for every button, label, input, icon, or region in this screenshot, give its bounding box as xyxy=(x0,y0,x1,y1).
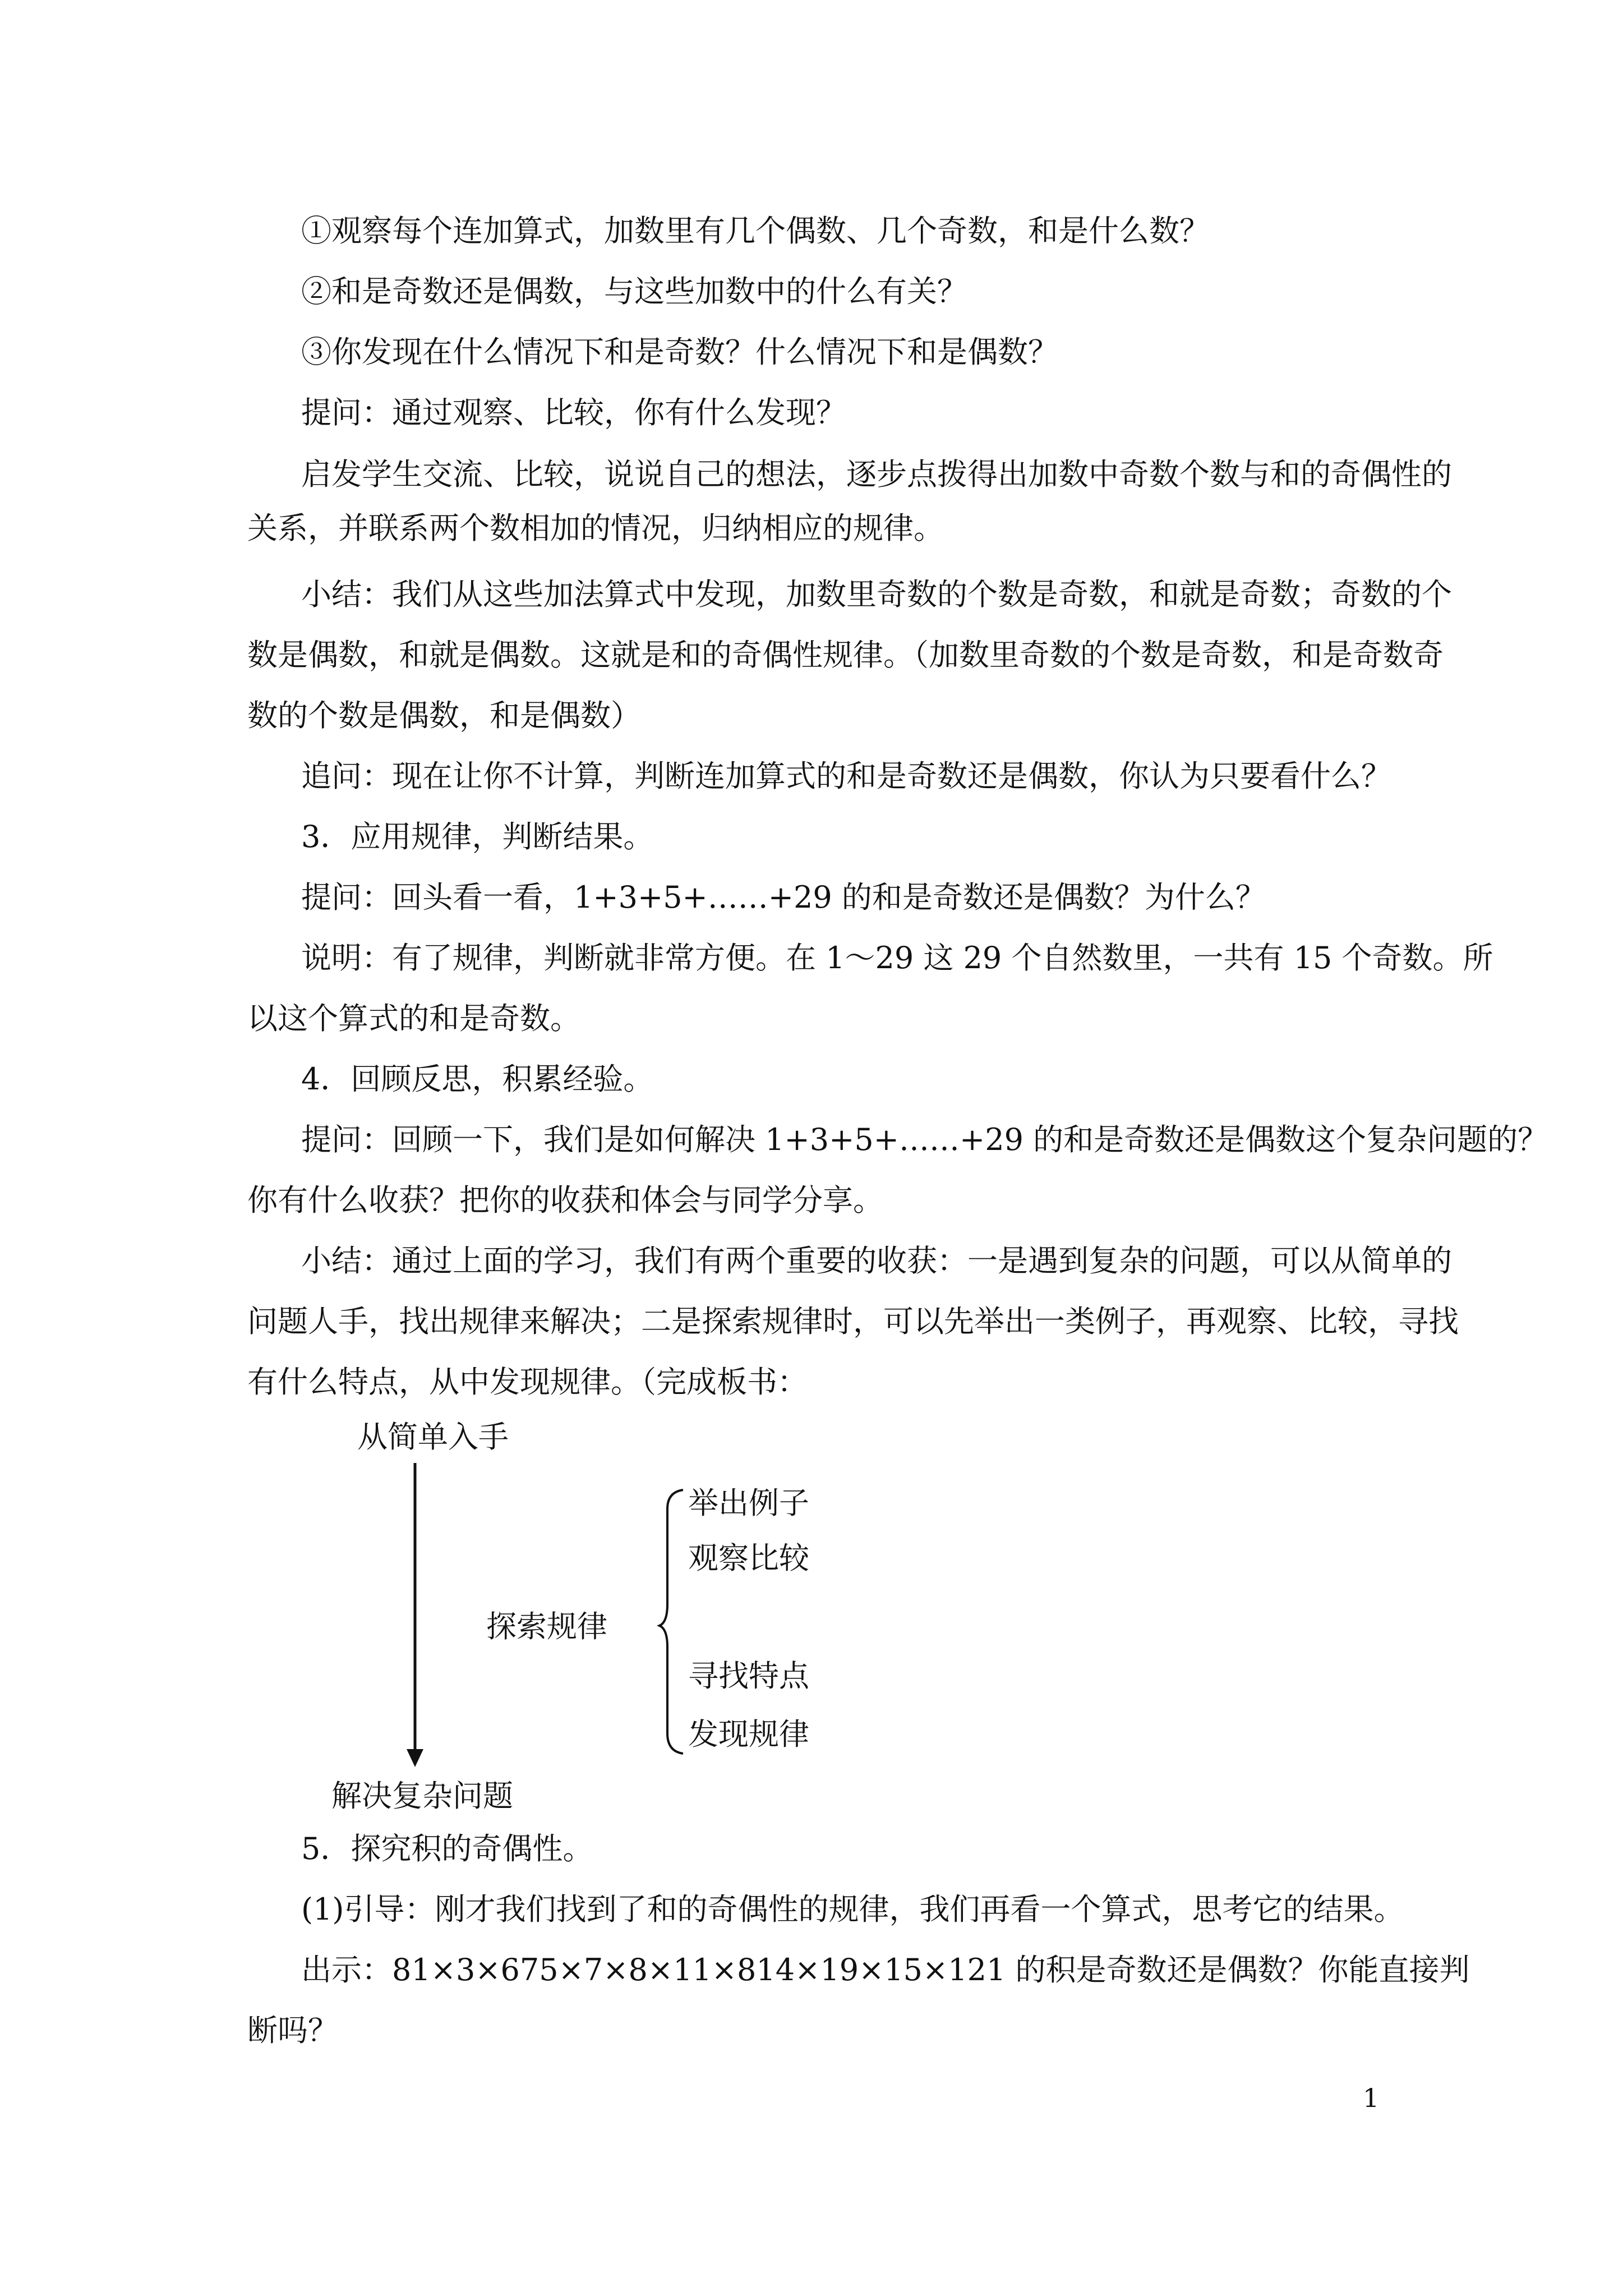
paragraph-line: 启发学生交流、比较，说说自己的想法，逐步点拨得出加数中奇数个数与和的奇偶性的 xyxy=(301,457,1452,492)
paragraph-line: ②和是奇数还是偶数，与这些加数中的什么有关？ xyxy=(301,274,967,309)
paragraph-line: 小结：我们从这些加法算式中发现，加数里奇数的个数是奇数，和就是奇数；奇数的个 xyxy=(301,577,1452,612)
paragraph-line: (1)引导：刚才我们找到了和的奇偶性的规律，我们再看一个算式，思考它的结果。 xyxy=(301,1892,1404,1927)
section-heading: 5．探究积的奇偶性。 xyxy=(301,1831,593,1866)
paragraph-line: 小结：通过上面的学习，我们有两个重要的收获：一是遇到复杂的问题，可以从简单的 xyxy=(301,1243,1452,1278)
diagram-bottom-label: 解决复杂问题 xyxy=(331,1778,513,1814)
paragraph-line: 提问：回顾一下，我们是如何解决 1+3+5+……+29 的和是奇数还是偶数这个复杂问题的？ xyxy=(301,1122,1548,1157)
paragraph-line: 以这个算式的和是奇数。 xyxy=(247,1001,580,1036)
diagram-branch-item: 观察比较 xyxy=(688,1540,809,1576)
paragraph-line: 说明：有了规律，判断就非常方便。在 1～29 这 29 个自然数里，一共有 15 个奇数。所 xyxy=(301,940,1493,976)
diagram-middle-label: 探索规律 xyxy=(486,1609,607,1644)
brace-shape xyxy=(660,1490,683,1754)
section-heading: 3．应用规律，判断结果。 xyxy=(301,819,654,854)
paragraph-line: 你有什么收获？把你的收获和体会与同学分享。 xyxy=(247,1182,883,1218)
page-number: 1 xyxy=(1363,2083,1380,2113)
diagram-top-label: 从简单入手 xyxy=(357,1419,509,1455)
paragraph-line: 追问：现在让你不计算，判断连加算式的和是奇数还是偶数，你认为只要看什么？ xyxy=(301,758,1391,794)
paragraph-line: 数是偶数，和就是偶数。这就是和的奇偶性规律。（加数里奇数的个数是奇数，和是奇数奇 xyxy=(247,637,1444,673)
paragraph-line: 有什么特点，从中发现规律。（完成板书： xyxy=(247,1364,808,1400)
paragraph-line: 提问：通过观察、比较，你有什么发现？ xyxy=(301,395,846,430)
paragraph-line: 断吗？ xyxy=(247,2013,338,2048)
diagram-arrowhead xyxy=(407,1749,423,1767)
diagram-branch-item: 发现规律 xyxy=(688,1717,809,1752)
paragraph-line: ①观察每个连加算式，加数里有几个偶数、几个奇数，和是什么数？ xyxy=(301,213,1210,249)
diagram-branch-item: 举出例子 xyxy=(688,1485,809,1521)
paragraph-line: 数的个数是偶数，和是偶数） xyxy=(247,698,641,733)
paragraph-line: ③你发现在什么情况下和是奇数？什么情况下和是偶数？ xyxy=(301,334,1058,370)
paragraph-line: 关系，并联系两个数相加的情况，归纳相应的规律。 xyxy=(247,510,944,546)
diagram-branch-item: 寻找特点 xyxy=(688,1658,809,1694)
paragraph-line: 提问：回头看一看，1+3+5+……+29 的和是奇数还是偶数？为什么？ xyxy=(301,880,1266,915)
section-heading: 4．回顾反思，积累经验。 xyxy=(301,1061,654,1097)
paragraph-line: 问题人手，找出规律来解决；二是探索规律时，可以先举出一类例子，再观察、比较，寻找 xyxy=(247,1304,1459,1339)
paragraph-line: 出示：81×3×675×7×8×11×814×19×15×121 的积是奇数还是偶数？你能直接判 xyxy=(301,1952,1470,1987)
